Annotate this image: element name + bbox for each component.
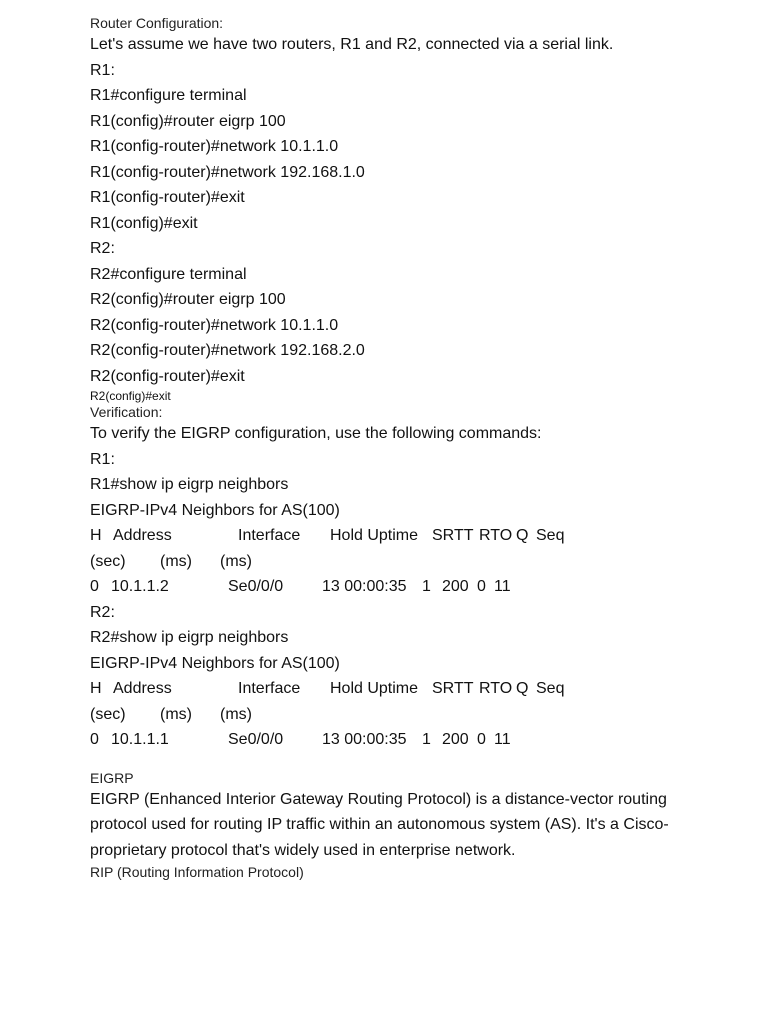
cell-rto: 200 [442, 578, 469, 595]
header-rto: RTO [479, 680, 513, 697]
header-interface: Interface [238, 527, 301, 544]
unit-ms: (ms) [220, 705, 252, 723]
config-line: R1#configure terminal [90, 87, 247, 104]
header-hold-uptime: Hold Uptime [330, 680, 419, 697]
config-line: R1(config)#exit [90, 214, 198, 232]
block-r1-label: R1: [90, 450, 115, 468]
header-srtt: SRTT [432, 527, 474, 544]
cell-srtt: 1 [422, 731, 431, 748]
cell-interface: Se0/0/0 [228, 578, 284, 595]
cell-hold-uptime: 13 00:00:35 [322, 578, 407, 595]
header-address: Address [113, 527, 172, 544]
rip-heading: RIP (Routing Information Protocol) [90, 864, 304, 880]
eigrp-paragraph: EIGRP (Enhanced Interior Gateway Routing Protocol) is a distance-vector routing protocol used for routing IP traffic within an autonomous system (AS). It's a Cisco-proprietary protocol that's widely used in enterprise network. [90, 790, 669, 859]
header-rto: RTO [479, 527, 513, 544]
config-line: R2(config-router)#network 10.1.1.0 [90, 316, 339, 334]
config-line: R1(config)#router eigrp 100 [90, 112, 286, 130]
r1-label: R1: [90, 61, 115, 79]
config-line: R2(config-router)#exit [90, 367, 245, 385]
show-command: R1#show ip eigrp neighbors [90, 476, 289, 493]
neighbors-title: EIGRP-IPv4 Neighbors for AS(100) [90, 501, 340, 519]
unit-ms: (ms) [160, 705, 192, 723]
neighbors-units-row [90, 702, 750, 728]
config-line: R2(config)#router eigrp 100 [90, 291, 286, 308]
cell-srtt: 1 [422, 578, 431, 595]
show-command: R2#show ip eigrp neighbors [90, 629, 289, 646]
unit-sec: (sec) [90, 705, 126, 723]
config-intro-text: Let's assume we have two routers, R1 and R2, connected via a serial link. [90, 36, 614, 53]
config-line: R1(config-router)#exit [90, 189, 245, 206]
header-seq: Seq [536, 527, 565, 544]
config-line: R1(config-router)#network 10.1.1.0 [90, 138, 339, 155]
cell-h: 0 [90, 578, 99, 595]
config-line: R2#configure terminal [90, 265, 247, 283]
config-line-small: R2(config)#exit [90, 389, 171, 403]
header-hold-uptime: Hold Uptime [330, 527, 419, 544]
header-srtt: SRTT [432, 680, 474, 697]
config-line: R2(config-router)#network 192.168.2.0 [90, 342, 365, 359]
verification-intro-text: To verify the EIGRP configuration, use the following commands: [90, 425, 542, 442]
cell-h: 0 [90, 731, 99, 748]
header-q: Q [516, 680, 529, 697]
unit-sec: (sec) [90, 552, 126, 570]
cell-seq: 11 [494, 578, 511, 595]
unit-ms: (ms) [220, 552, 252, 570]
neighbors-data-row [90, 574, 750, 600]
neighbors-title: EIGRP-IPv4 Neighbors for AS(100) [90, 654, 340, 672]
cell-q: 0 [477, 731, 486, 748]
block-r2-label: R2: [90, 603, 115, 621]
document-page [90, 14, 750, 881]
cell-address: 10.1.1.1 [111, 731, 169, 748]
r2-label: R2: [90, 240, 115, 257]
neighbors-data-row [90, 727, 750, 753]
header-h: H [90, 527, 102, 544]
neighbors-units-row [90, 549, 750, 575]
neighbors-header-row [90, 676, 750, 702]
header-q: Q [516, 527, 529, 544]
header-address: Address [113, 680, 172, 697]
neighbors-header-row [90, 523, 750, 549]
config-line: R1(config-router)#network 192.168.1.0 [90, 163, 365, 181]
header-interface: Interface [238, 680, 301, 697]
cell-interface: Se0/0/0 [228, 731, 284, 748]
cell-seq: 11 [494, 731, 511, 748]
unit-ms: (ms) [160, 552, 192, 570]
cell-hold-uptime: 13 00:00:35 [322, 731, 407, 748]
header-seq: Seq [536, 680, 565, 697]
cell-address: 10.1.1.2 [111, 578, 169, 595]
cell-rto: 200 [442, 731, 469, 748]
verification-heading: Verification: [90, 404, 163, 420]
eigrp-heading: EIGRP [90, 769, 134, 786]
header-h: H [90, 680, 102, 697]
router-configuration-heading: Router Configuration: [90, 15, 224, 31]
cell-q: 0 [477, 578, 486, 595]
